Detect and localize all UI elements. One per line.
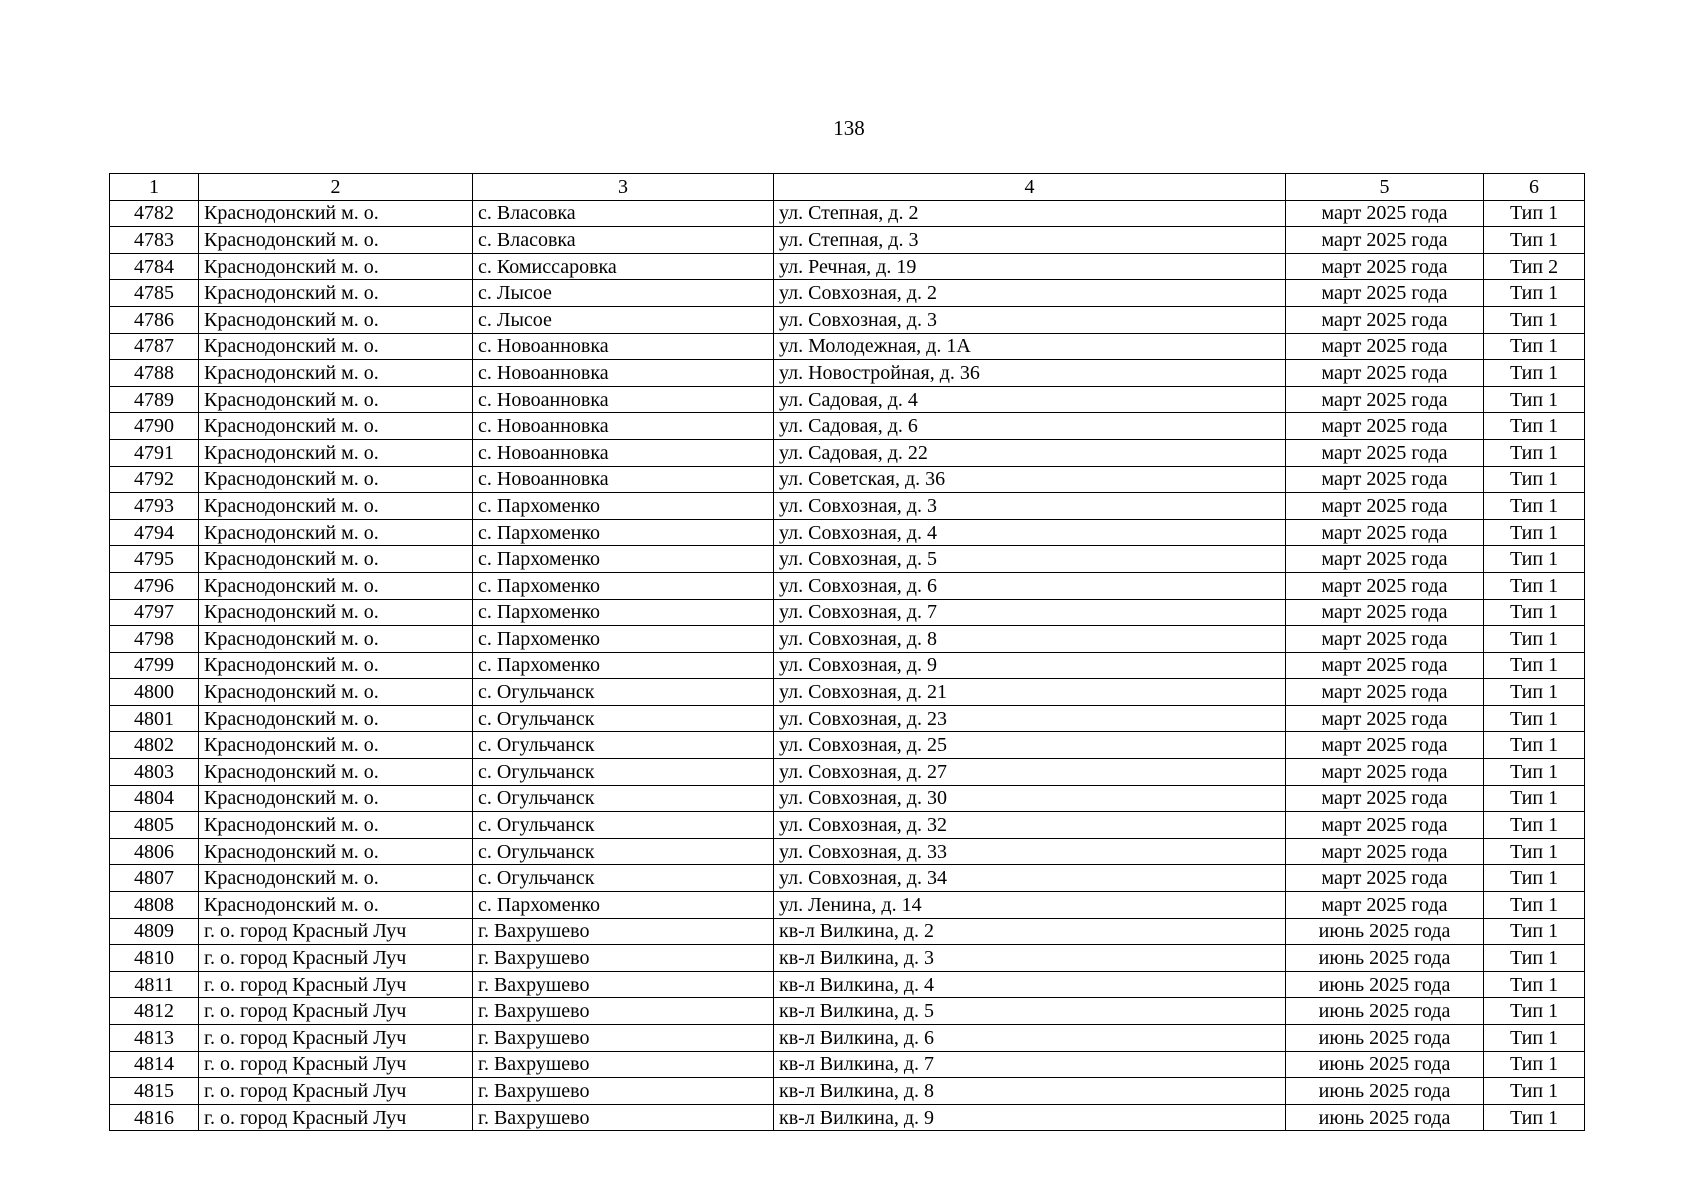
- cell-period: март 2025 года: [1286, 679, 1484, 706]
- cell-municipality: Краснодонский м. о.: [199, 413, 473, 440]
- cell-municipality: Краснодонский м. о.: [199, 386, 473, 413]
- cell-municipality: Краснодонский м. о.: [199, 759, 473, 786]
- cell-row-number: 4816: [110, 1104, 199, 1131]
- cell-settlement: г. Вахрушево: [473, 945, 774, 972]
- cell-period: июнь 2025 года: [1286, 1104, 1484, 1131]
- cell-settlement: г. Вахрушево: [473, 1025, 774, 1052]
- table-row: [110, 626, 1585, 653]
- cell-type: Тип 1: [1484, 1051, 1585, 1078]
- table-row: [110, 865, 1585, 892]
- table-row: [110, 386, 1585, 413]
- cell-row-number: 4795: [110, 546, 199, 573]
- cell-settlement: г. Вахрушево: [473, 1051, 774, 1078]
- cell-period: март 2025 года: [1286, 652, 1484, 679]
- cell-type: Тип 1: [1484, 413, 1585, 440]
- cell-row-number: 4784: [110, 253, 199, 280]
- cell-row-number: 4794: [110, 519, 199, 546]
- table-row: [110, 360, 1585, 387]
- cell-address: кв-л Вилкина, д. 5: [774, 998, 1286, 1025]
- cell-row-number: 4806: [110, 838, 199, 865]
- table-row: [110, 785, 1585, 812]
- table-row: [110, 1104, 1585, 1131]
- cell-municipality: Краснодонский м. о.: [199, 333, 473, 360]
- cell-address: кв-л Вилкина, д. 6: [774, 1025, 1286, 1052]
- cell-municipality: г. о. город Красный Луч: [199, 1051, 473, 1078]
- cell-settlement: с. Пархоменко: [473, 892, 774, 919]
- table-row: [110, 812, 1585, 839]
- cell-settlement: с. Комиссаровка: [473, 253, 774, 280]
- cell-type: Тип 1: [1484, 200, 1585, 227]
- cell-period: март 2025 года: [1286, 865, 1484, 892]
- cell-settlement: с. Пархоменко: [473, 519, 774, 546]
- cell-type: Тип 1: [1484, 971, 1585, 998]
- cell-settlement: с. Пархоменко: [473, 626, 774, 653]
- cell-municipality: Краснодонский м. о.: [199, 705, 473, 732]
- table-row: [110, 253, 1585, 280]
- cell-settlement: с. Огульчанск: [473, 812, 774, 839]
- table-row: [110, 413, 1585, 440]
- cell-row-number: 4812: [110, 998, 199, 1025]
- cell-type: Тип 1: [1484, 519, 1585, 546]
- cell-row-number: 4814: [110, 1051, 199, 1078]
- cell-municipality: Краснодонский м. о.: [199, 626, 473, 653]
- cell-municipality: Краснодонский м. о.: [199, 493, 473, 520]
- cell-settlement: с. Огульчанск: [473, 679, 774, 706]
- cell-period: март 2025 года: [1286, 306, 1484, 333]
- cell-type: Тип 1: [1484, 439, 1585, 466]
- table-row: [110, 652, 1585, 679]
- cell-settlement: с. Пархоменко: [473, 493, 774, 520]
- cell-type: Тип 1: [1484, 945, 1585, 972]
- cell-address: ул. Речная, д. 19: [774, 253, 1286, 280]
- table-row: [110, 546, 1585, 573]
- table-row: [110, 838, 1585, 865]
- cell-municipality: Краснодонский м. о.: [199, 546, 473, 573]
- cell-address: ул. Совхозная, д. 21: [774, 679, 1286, 706]
- cell-municipality: Краснодонский м. о.: [199, 360, 473, 387]
- cell-period: март 2025 года: [1286, 200, 1484, 227]
- cell-settlement: с. Новоанновка: [473, 413, 774, 440]
- cell-row-number: 4813: [110, 1025, 199, 1052]
- cell-type: Тип 1: [1484, 360, 1585, 387]
- cell-row-number: 4802: [110, 732, 199, 759]
- cell-type: Тип 1: [1484, 759, 1585, 786]
- cell-period: март 2025 года: [1286, 572, 1484, 599]
- table-row: [110, 918, 1585, 945]
- cell-address: ул. Совхозная, д. 23: [774, 705, 1286, 732]
- cell-municipality: г. о. город Красный Луч: [199, 945, 473, 972]
- cell-row-number: 4786: [110, 306, 199, 333]
- cell-period: июнь 2025 года: [1286, 1078, 1484, 1105]
- cell-row-number: 4796: [110, 572, 199, 599]
- cell-period: март 2025 года: [1286, 386, 1484, 413]
- cell-type: Тип 1: [1484, 1025, 1585, 1052]
- cell-row-number: 4791: [110, 439, 199, 466]
- cell-period: март 2025 года: [1286, 785, 1484, 812]
- cell-type: Тип 1: [1484, 466, 1585, 493]
- cell-row-number: 4801: [110, 705, 199, 732]
- cell-period: март 2025 года: [1286, 466, 1484, 493]
- cell-period: март 2025 года: [1286, 892, 1484, 919]
- cell-period: март 2025 года: [1286, 599, 1484, 626]
- cell-period: март 2025 года: [1286, 519, 1484, 546]
- cell-address: ул. Совхозная, д. 33: [774, 838, 1286, 865]
- cell-municipality: г. о. город Красный Луч: [199, 998, 473, 1025]
- cell-address: ул. Садовая, д. 22: [774, 439, 1286, 466]
- cell-type: Тип 1: [1484, 306, 1585, 333]
- cell-settlement: с. Новоанновка: [473, 360, 774, 387]
- cell-settlement: г. Вахрушево: [473, 998, 774, 1025]
- cell-settlement: с. Пархоменко: [473, 652, 774, 679]
- cell-municipality: Краснодонский м. о.: [199, 519, 473, 546]
- cell-period: июнь 2025 года: [1286, 971, 1484, 998]
- cell-type: Тип 1: [1484, 679, 1585, 706]
- table-row: [110, 732, 1585, 759]
- cell-municipality: Краснодонский м. о.: [199, 227, 473, 254]
- cell-settlement: с. Огульчанск: [473, 865, 774, 892]
- cell-period: март 2025 года: [1286, 413, 1484, 440]
- cell-address: ул. Совхозная, д. 25: [774, 732, 1286, 759]
- cell-address: кв-л Вилкина, д. 8: [774, 1078, 1286, 1105]
- cell-settlement: с. Лысое: [473, 280, 774, 307]
- cell-address: ул. Совхозная, д. 34: [774, 865, 1286, 892]
- header-cell-5: 5: [1286, 174, 1484, 201]
- cell-type: Тип 1: [1484, 1078, 1585, 1105]
- cell-address: кв-л Вилкина, д. 3: [774, 945, 1286, 972]
- cell-row-number: 4815: [110, 1078, 199, 1105]
- cell-type: Тип 1: [1484, 333, 1585, 360]
- cell-municipality: Краснодонский м. о.: [199, 865, 473, 892]
- cell-period: март 2025 года: [1286, 759, 1484, 786]
- cell-period: март 2025 года: [1286, 705, 1484, 732]
- cell-period: март 2025 года: [1286, 253, 1484, 280]
- cell-type: Тип 1: [1484, 227, 1585, 254]
- cell-period: март 2025 года: [1286, 439, 1484, 466]
- table-row: [110, 1025, 1585, 1052]
- table-row: [110, 306, 1585, 333]
- cell-period: март 2025 года: [1286, 812, 1484, 839]
- cell-row-number: 4793: [110, 493, 199, 520]
- cell-municipality: Краснодонский м. о.: [199, 200, 473, 227]
- cell-period: март 2025 года: [1286, 360, 1484, 387]
- cell-municipality: Краснодонский м. о.: [199, 812, 473, 839]
- table-row: [110, 200, 1585, 227]
- cell-municipality: Краснодонский м. о.: [199, 280, 473, 307]
- cell-address: ул. Совхозная, д. 4: [774, 519, 1286, 546]
- cell-row-number: 4787: [110, 333, 199, 360]
- cell-settlement: с. Власовка: [473, 227, 774, 254]
- cell-address: ул. Совхозная, д. 3: [774, 493, 1286, 520]
- address-table: [109, 173, 1585, 1131]
- cell-period: март 2025 года: [1286, 227, 1484, 254]
- table-row: [110, 998, 1585, 1025]
- table-row: [110, 599, 1585, 626]
- cell-row-number: 4805: [110, 812, 199, 839]
- table-row: [110, 466, 1585, 493]
- header-cell-3: 3: [473, 174, 774, 201]
- table-row: [110, 971, 1585, 998]
- cell-settlement: с. Власовка: [473, 200, 774, 227]
- cell-municipality: Краснодонский м. о.: [199, 599, 473, 626]
- cell-address: ул. Степная, д. 2: [774, 200, 1286, 227]
- cell-type: Тип 1: [1484, 493, 1585, 520]
- cell-settlement: с. Огульчанск: [473, 785, 774, 812]
- table-row: [110, 892, 1585, 919]
- cell-period: март 2025 года: [1286, 626, 1484, 653]
- cell-municipality: Краснодонский м. о.: [199, 439, 473, 466]
- cell-type: Тип 1: [1484, 998, 1585, 1025]
- cell-period: март 2025 года: [1286, 333, 1484, 360]
- cell-address: ул. Совхозная, д. 9: [774, 652, 1286, 679]
- cell-row-number: 4797: [110, 599, 199, 626]
- cell-municipality: Краснодонский м. о.: [199, 652, 473, 679]
- cell-type: Тип 1: [1484, 652, 1585, 679]
- cell-address: кв-л Вилкина, д. 4: [774, 971, 1286, 998]
- cell-address: ул. Степная, д. 3: [774, 227, 1286, 254]
- cell-row-number: 4783: [110, 227, 199, 254]
- cell-address: ул. Совхозная, д. 32: [774, 812, 1286, 839]
- cell-row-number: 4803: [110, 759, 199, 786]
- cell-period: март 2025 года: [1286, 493, 1484, 520]
- cell-municipality: Краснодонский м. о.: [199, 838, 473, 865]
- cell-type: Тип 1: [1484, 546, 1585, 573]
- cell-settlement: г. Вахрушево: [473, 971, 774, 998]
- cell-municipality: г. о. город Красный Луч: [199, 971, 473, 998]
- cell-settlement: с. Пархоменко: [473, 572, 774, 599]
- table-row: [110, 227, 1585, 254]
- cell-address: ул. Новостройная, д. 36: [774, 360, 1286, 387]
- cell-address: ул. Совхозная, д. 8: [774, 626, 1286, 653]
- cell-settlement: г. Вахрушево: [473, 1078, 774, 1105]
- cell-settlement: с. Огульчанск: [473, 705, 774, 732]
- cell-type: Тип 1: [1484, 892, 1585, 919]
- cell-type: Тип 1: [1484, 386, 1585, 413]
- cell-settlement: с. Новоанновка: [473, 386, 774, 413]
- cell-period: июнь 2025 года: [1286, 918, 1484, 945]
- cell-settlement: с. Пархоменко: [473, 599, 774, 626]
- cell-municipality: Краснодонский м. о.: [199, 732, 473, 759]
- table-row: [110, 679, 1585, 706]
- cell-period: июнь 2025 года: [1286, 1025, 1484, 1052]
- cell-address: ул. Совхозная, д. 7: [774, 599, 1286, 626]
- cell-row-number: 4810: [110, 945, 199, 972]
- cell-settlement: с. Новоанновка: [473, 333, 774, 360]
- cell-period: июнь 2025 года: [1286, 998, 1484, 1025]
- cell-period: март 2025 года: [1286, 546, 1484, 573]
- cell-settlement: с. Новоанновка: [473, 439, 774, 466]
- cell-type: Тип 1: [1484, 865, 1585, 892]
- cell-type: Тип 1: [1484, 812, 1585, 839]
- table-row: [110, 572, 1585, 599]
- cell-address: ул. Совхозная, д. 5: [774, 546, 1286, 573]
- cell-address: кв-л Вилкина, д. 9: [774, 1104, 1286, 1131]
- cell-municipality: г. о. город Красный Луч: [199, 1078, 473, 1105]
- page-number: 138: [833, 116, 865, 140]
- table-row: [110, 705, 1585, 732]
- cell-municipality: Краснодонский м. о.: [199, 253, 473, 280]
- cell-type: Тип 1: [1484, 785, 1585, 812]
- cell-row-number: 4782: [110, 200, 199, 227]
- table-row: [110, 945, 1585, 972]
- cell-period: июнь 2025 года: [1286, 945, 1484, 972]
- cell-address: ул. Совхозная, д. 6: [774, 572, 1286, 599]
- cell-row-number: 4804: [110, 785, 199, 812]
- table-row: [110, 439, 1585, 466]
- cell-settlement: г. Вахрушево: [473, 1104, 774, 1131]
- cell-type: Тип 1: [1484, 838, 1585, 865]
- cell-row-number: 4798: [110, 626, 199, 653]
- cell-type: Тип 1: [1484, 918, 1585, 945]
- cell-address: ул. Совхозная, д. 3: [774, 306, 1286, 333]
- cell-period: июнь 2025 года: [1286, 1051, 1484, 1078]
- cell-row-number: 4807: [110, 865, 199, 892]
- header-cell-4: 4: [774, 174, 1286, 201]
- cell-period: март 2025 года: [1286, 280, 1484, 307]
- cell-row-number: 4800: [110, 679, 199, 706]
- cell-address: ул. Советская, д. 36: [774, 466, 1286, 493]
- header-cell-1: 1: [110, 174, 199, 201]
- cell-row-number: 4811: [110, 971, 199, 998]
- cell-row-number: 4785: [110, 280, 199, 307]
- cell-row-number: 4788: [110, 360, 199, 387]
- cell-row-number: 4792: [110, 466, 199, 493]
- table-header: [110, 174, 1585, 201]
- table-row: [110, 519, 1585, 546]
- table-row: [110, 759, 1585, 786]
- table-row: [110, 333, 1585, 360]
- cell-period: март 2025 года: [1286, 732, 1484, 759]
- cell-address: кв-л Вилкина, д. 7: [774, 1051, 1286, 1078]
- cell-municipality: г. о. город Красный Луч: [199, 918, 473, 945]
- cell-settlement: с. Пархоменко: [473, 546, 774, 573]
- cell-address: кв-л Вилкина, д. 2: [774, 918, 1286, 945]
- cell-row-number: 4790: [110, 413, 199, 440]
- cell-type: Тип 1: [1484, 280, 1585, 307]
- cell-settlement: с. Лысое: [473, 306, 774, 333]
- header-cell-2: 2: [199, 174, 473, 201]
- cell-settlement: с. Огульчанск: [473, 759, 774, 786]
- cell-municipality: г. о. город Красный Луч: [199, 1025, 473, 1052]
- cell-row-number: 4809: [110, 918, 199, 945]
- cell-address: ул. Молодежная, д. 1А: [774, 333, 1286, 360]
- cell-municipality: Краснодонский м. о.: [199, 306, 473, 333]
- cell-type: Тип 2: [1484, 253, 1585, 280]
- cell-address: ул. Совхозная, д. 27: [774, 759, 1286, 786]
- header-cell-6: 6: [1484, 174, 1585, 201]
- cell-settlement: с. Огульчанск: [473, 838, 774, 865]
- cell-municipality: Краснодонский м. о.: [199, 466, 473, 493]
- cell-address: ул. Совхозная, д. 30: [774, 785, 1286, 812]
- table-row: [110, 1051, 1585, 1078]
- cell-row-number: 4799: [110, 652, 199, 679]
- cell-settlement: с. Огульчанск: [473, 732, 774, 759]
- cell-type: Тип 1: [1484, 705, 1585, 732]
- cell-type: Тип 1: [1484, 572, 1585, 599]
- cell-type: Тип 1: [1484, 626, 1585, 653]
- header-row: [110, 174, 1585, 201]
- table-row: [110, 280, 1585, 307]
- cell-municipality: Краснодонский м. о.: [199, 892, 473, 919]
- cell-type: Тип 1: [1484, 732, 1585, 759]
- cell-address: ул. Совхозная, д. 2: [774, 280, 1286, 307]
- table-row: [110, 1078, 1585, 1105]
- cell-settlement: с. Новоанновка: [473, 466, 774, 493]
- cell-row-number: 4808: [110, 892, 199, 919]
- cell-type: Тип 1: [1484, 599, 1585, 626]
- cell-address: ул. Садовая, д. 6: [774, 413, 1286, 440]
- cell-type: Тип 1: [1484, 1104, 1585, 1131]
- table-body: [110, 200, 1585, 1131]
- cell-period: март 2025 года: [1286, 838, 1484, 865]
- cell-address: ул. Ленина, д. 14: [774, 892, 1286, 919]
- cell-municipality: Краснодонский м. о.: [199, 572, 473, 599]
- cell-municipality: г. о. город Красный Луч: [199, 1104, 473, 1131]
- cell-municipality: Краснодонский м. о.: [199, 785, 473, 812]
- cell-settlement: г. Вахрушево: [473, 918, 774, 945]
- cell-municipality: Краснодонский м. о.: [199, 679, 473, 706]
- cell-row-number: 4789: [110, 386, 199, 413]
- cell-address: ул. Садовая, д. 4: [774, 386, 1286, 413]
- table-row: [110, 493, 1585, 520]
